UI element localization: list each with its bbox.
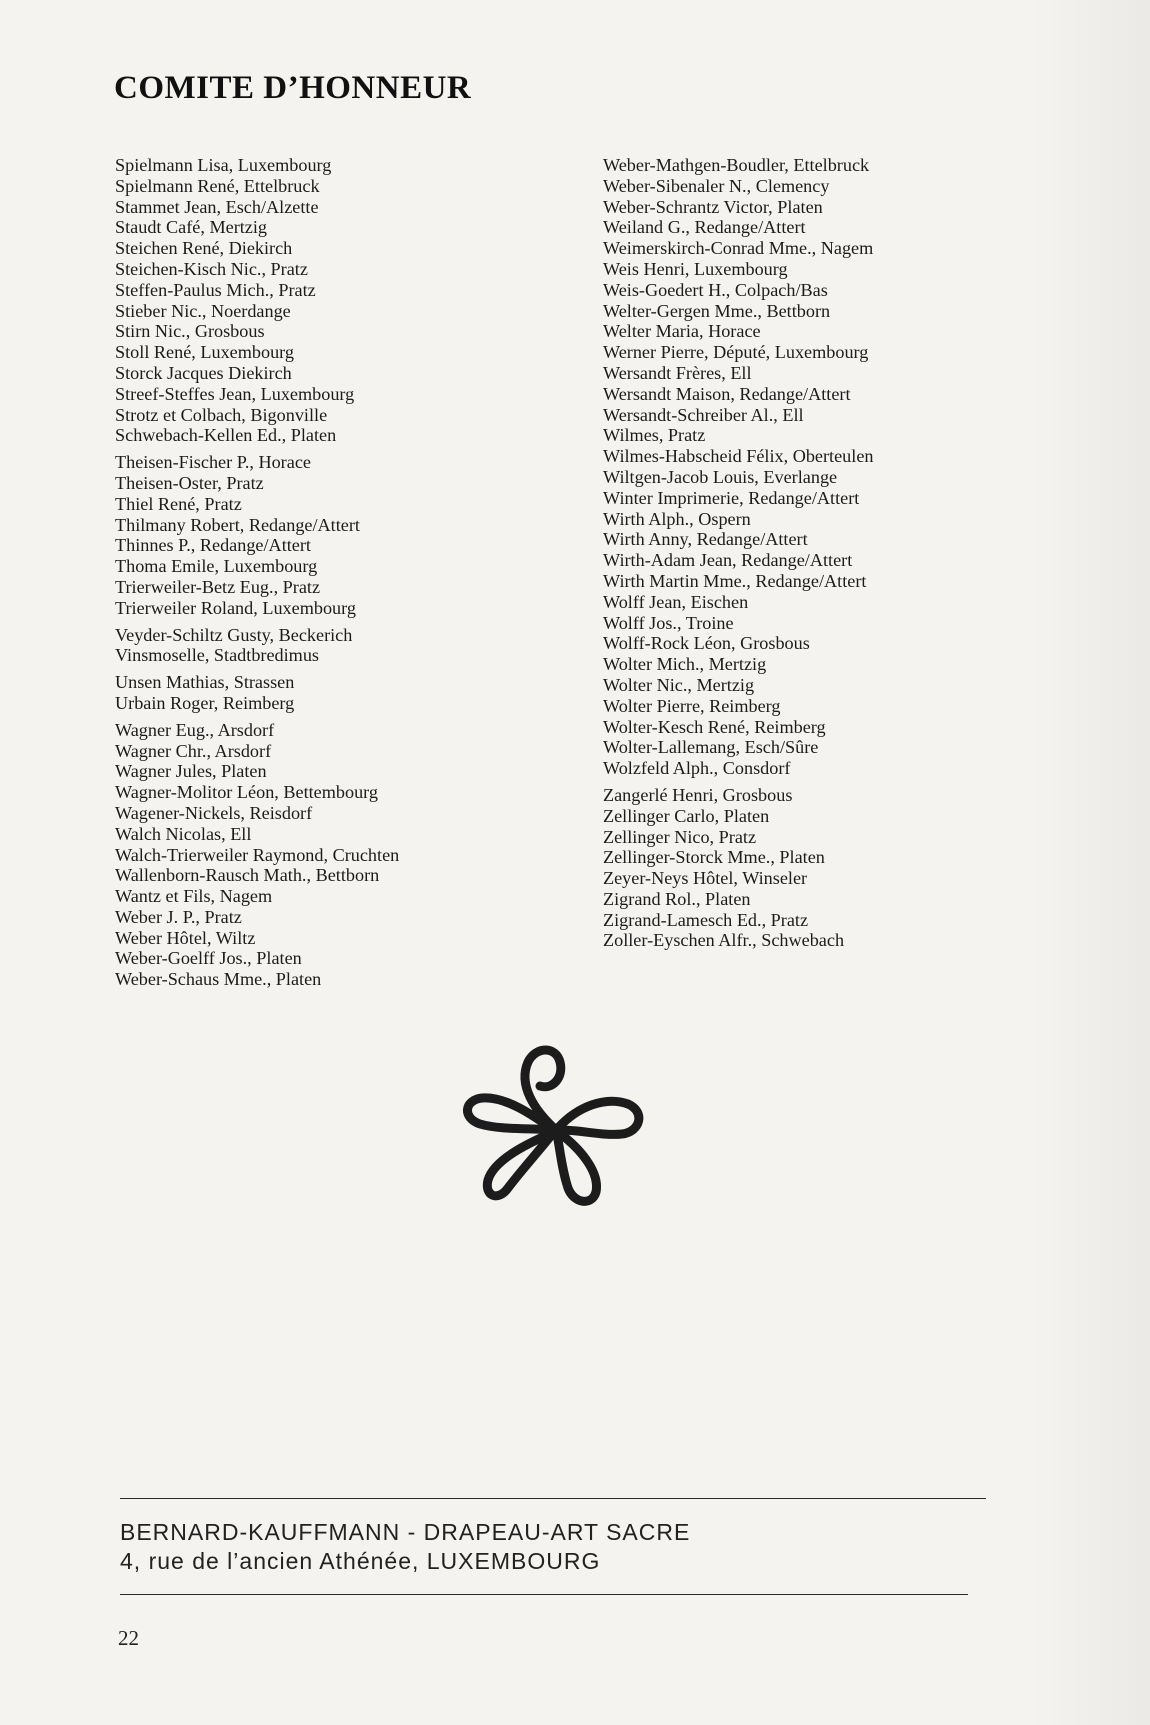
- list-item: Schwebach-Kellen Ed., Platen: [115, 425, 337, 446]
- list-item: Weis-Goedert H., Colpach/Bas: [603, 279, 828, 300]
- list-item: Weber-Goelff Jos., Platen: [115, 948, 302, 969]
- list-item: Wolter Nic., Mertzig: [603, 674, 755, 695]
- list-item: Vinsmoselle, Stadtbredimus: [115, 645, 320, 666]
- list-item: Theisen-Fischer P., Horace: [115, 452, 311, 473]
- divider-bottom: [120, 1594, 968, 1595]
- list-item: Wirth Alph., Ospern: [603, 508, 751, 529]
- list-item: Wagener-Nickels, Reisdorf: [115, 802, 313, 823]
- list-item: Weber-Mathgen-Boudler, Ettelbruck: [603, 155, 870, 175]
- list-item: Weber Hôtel, Wiltz: [115, 927, 256, 948]
- list-item: Wolter-Kesch René, Reimberg: [603, 716, 826, 737]
- list-item: Trierweiler Roland, Luxembourg: [115, 597, 356, 618]
- list-item: Spielmann Lisa, Luxembourg: [115, 155, 332, 175]
- name-group: [115, 155, 585, 446]
- list-item: Stieber Nic., Noerdange: [115, 300, 291, 321]
- list-item: Wantz et Fils, Nagem: [115, 886, 273, 907]
- list-item: Thinnes P., Redange/Attert: [115, 535, 311, 556]
- list-item: Unsen Mathias, Strassen: [115, 672, 295, 693]
- list-item: Wilmes-Habscheid Félix, Oberteulen: [603, 446, 874, 467]
- list-item: Wersandt Maison, Redange/Attert: [603, 383, 851, 404]
- list-item: Storck Jacques Diekirch: [115, 362, 292, 383]
- name-group: [115, 720, 585, 990]
- list-item: Steffen-Paulus Mich., Pratz: [115, 279, 316, 300]
- list-item: Wolter Pierre, Reimberg: [603, 695, 781, 716]
- list-item: Wirth Anny, Redange/Attert: [603, 529, 808, 550]
- right-column: [603, 155, 1073, 957]
- advertisement-name: BERNARD-KAUFFMANN - DRAPEAU-ART SACRE: [120, 1519, 691, 1545]
- list-item: Weber-Sibenaler N., Clemency: [603, 175, 830, 196]
- list-item: Stirn Nic., Grosbous: [115, 321, 265, 342]
- list-item: Zellinger Carlo, Platen: [603, 805, 770, 826]
- list-item: Wolter-Lallemang, Esch/Sûre: [603, 737, 819, 758]
- list-item: Wersandt Frères, Ell: [603, 362, 752, 383]
- name-group: [603, 785, 1073, 951]
- advertisement-address: 4, rue de l’ancien Athénée, LUXEMBOURG: [120, 1548, 601, 1574]
- list-item: Werner Pierre, Député, Luxembourg: [603, 342, 869, 363]
- list-item: Wolff-Rock Léon, Grosbous: [603, 633, 810, 654]
- list-item: Steichen-Kisch Nic., Pratz: [115, 258, 308, 279]
- list-item: Stammet Jean, Esch/Alzette: [115, 196, 319, 217]
- advertisement: [120, 1518, 690, 1576]
- list-item: Trierweiler-Betz Eug., Pratz: [115, 576, 321, 597]
- list-item: Wirth Martin Mme., Redange/Attert: [603, 570, 867, 591]
- list-item: Welter Maria, Horace: [603, 321, 761, 342]
- list-item: Wagner Eug., Arsdorf: [115, 719, 275, 740]
- list-item: Zeyer-Neys Hôtel, Winseler: [603, 868, 808, 889]
- name-group: [115, 625, 585, 667]
- flower-ornament-icon: [456, 1040, 656, 1210]
- list-item: Wirth-Adam Jean, Redange/Attert: [603, 550, 853, 571]
- list-item: Thilmany Robert, Redange/Attert: [115, 514, 360, 535]
- list-item: Weimerskirch-Conrad Mme., Nagem: [603, 238, 874, 259]
- left-column: [115, 155, 585, 996]
- list-item: Walch-Trierweiler Raymond, Cruchten: [115, 844, 400, 865]
- list-item: Wagner Jules, Platen: [115, 761, 267, 782]
- list-item: Wersandt-Schreiber Al., Ell: [603, 404, 804, 425]
- list-item: Veyder-Schiltz Gusty, Beckerich: [115, 624, 353, 645]
- list-item: Thoma Emile, Luxembourg: [115, 556, 318, 577]
- page-title: COMITE D’HONNEUR: [114, 70, 472, 106]
- list-item: Wagner-Molitor Léon, Bettembourg: [115, 782, 379, 803]
- list-item: Wilmes, Pratz: [603, 425, 706, 446]
- list-item: Spielmann René, Ettelbruck: [115, 175, 320, 196]
- list-item: Wagner Chr., Arsdorf: [115, 740, 272, 761]
- list-item: Walch Nicolas, Ell: [115, 823, 252, 844]
- list-item: Zellinger Nico, Pratz: [603, 826, 757, 847]
- list-item: Urbain Roger, Reimberg: [115, 692, 295, 713]
- list-item: Zoller-Eyschen Alfr., Schwebach: [603, 930, 845, 951]
- list-item: Weber J. P., Pratz: [115, 906, 242, 927]
- list-item: Zangerlé Henri, Grosbous: [603, 784, 793, 805]
- list-item: Zigrand-Lamesch Ed., Pratz: [603, 909, 809, 930]
- name-group: [115, 672, 585, 714]
- name-group: [603, 155, 1073, 779]
- list-item: Wolzfeld Alph., Consdorf: [603, 758, 791, 779]
- list-item: Staudt Café, Mertzig: [115, 217, 268, 238]
- list-item: Winter Imprimerie, Redange/Attert: [603, 487, 860, 508]
- list-item: Streef-Steffes Jean, Luxembourg: [115, 383, 355, 404]
- list-item: Wolff Jos., Troine: [603, 612, 734, 633]
- list-item: Wolter Mich., Mertzig: [603, 654, 767, 675]
- list-item: Weis Henri, Luxembourg: [603, 258, 788, 279]
- page-number: 22: [118, 1626, 139, 1650]
- list-item: Zellinger-Storck Mme., Platen: [603, 847, 825, 868]
- list-item: Weber-Schaus Mme., Platen: [115, 969, 322, 990]
- list-item: Weber-Schrantz Victor, Platen: [603, 196, 823, 217]
- list-item: Theisen-Oster, Pratz: [115, 472, 264, 493]
- list-item: Wolff Jean, Eischen: [603, 591, 749, 612]
- divider-top: [120, 1498, 986, 1499]
- list-item: Thiel René, Pratz: [115, 493, 242, 514]
- list-item: Wiltgen-Jacob Louis, Everlange: [603, 466, 838, 487]
- list-item: Strotz et Colbach, Bigonville: [115, 404, 328, 425]
- list-item: Weiland G., Redange/Attert: [603, 217, 806, 238]
- list-item: Welter-Gergen Mme., Bettborn: [603, 300, 831, 321]
- list-item: Wallenborn-Rausch Math., Bettborn: [115, 865, 380, 886]
- list-item: Zigrand Rol., Platen: [603, 888, 751, 909]
- list-item: Stoll René, Luxembourg: [115, 342, 294, 363]
- list-item: Steichen René, Diekirch: [115, 238, 293, 259]
- name-group: [115, 452, 585, 618]
